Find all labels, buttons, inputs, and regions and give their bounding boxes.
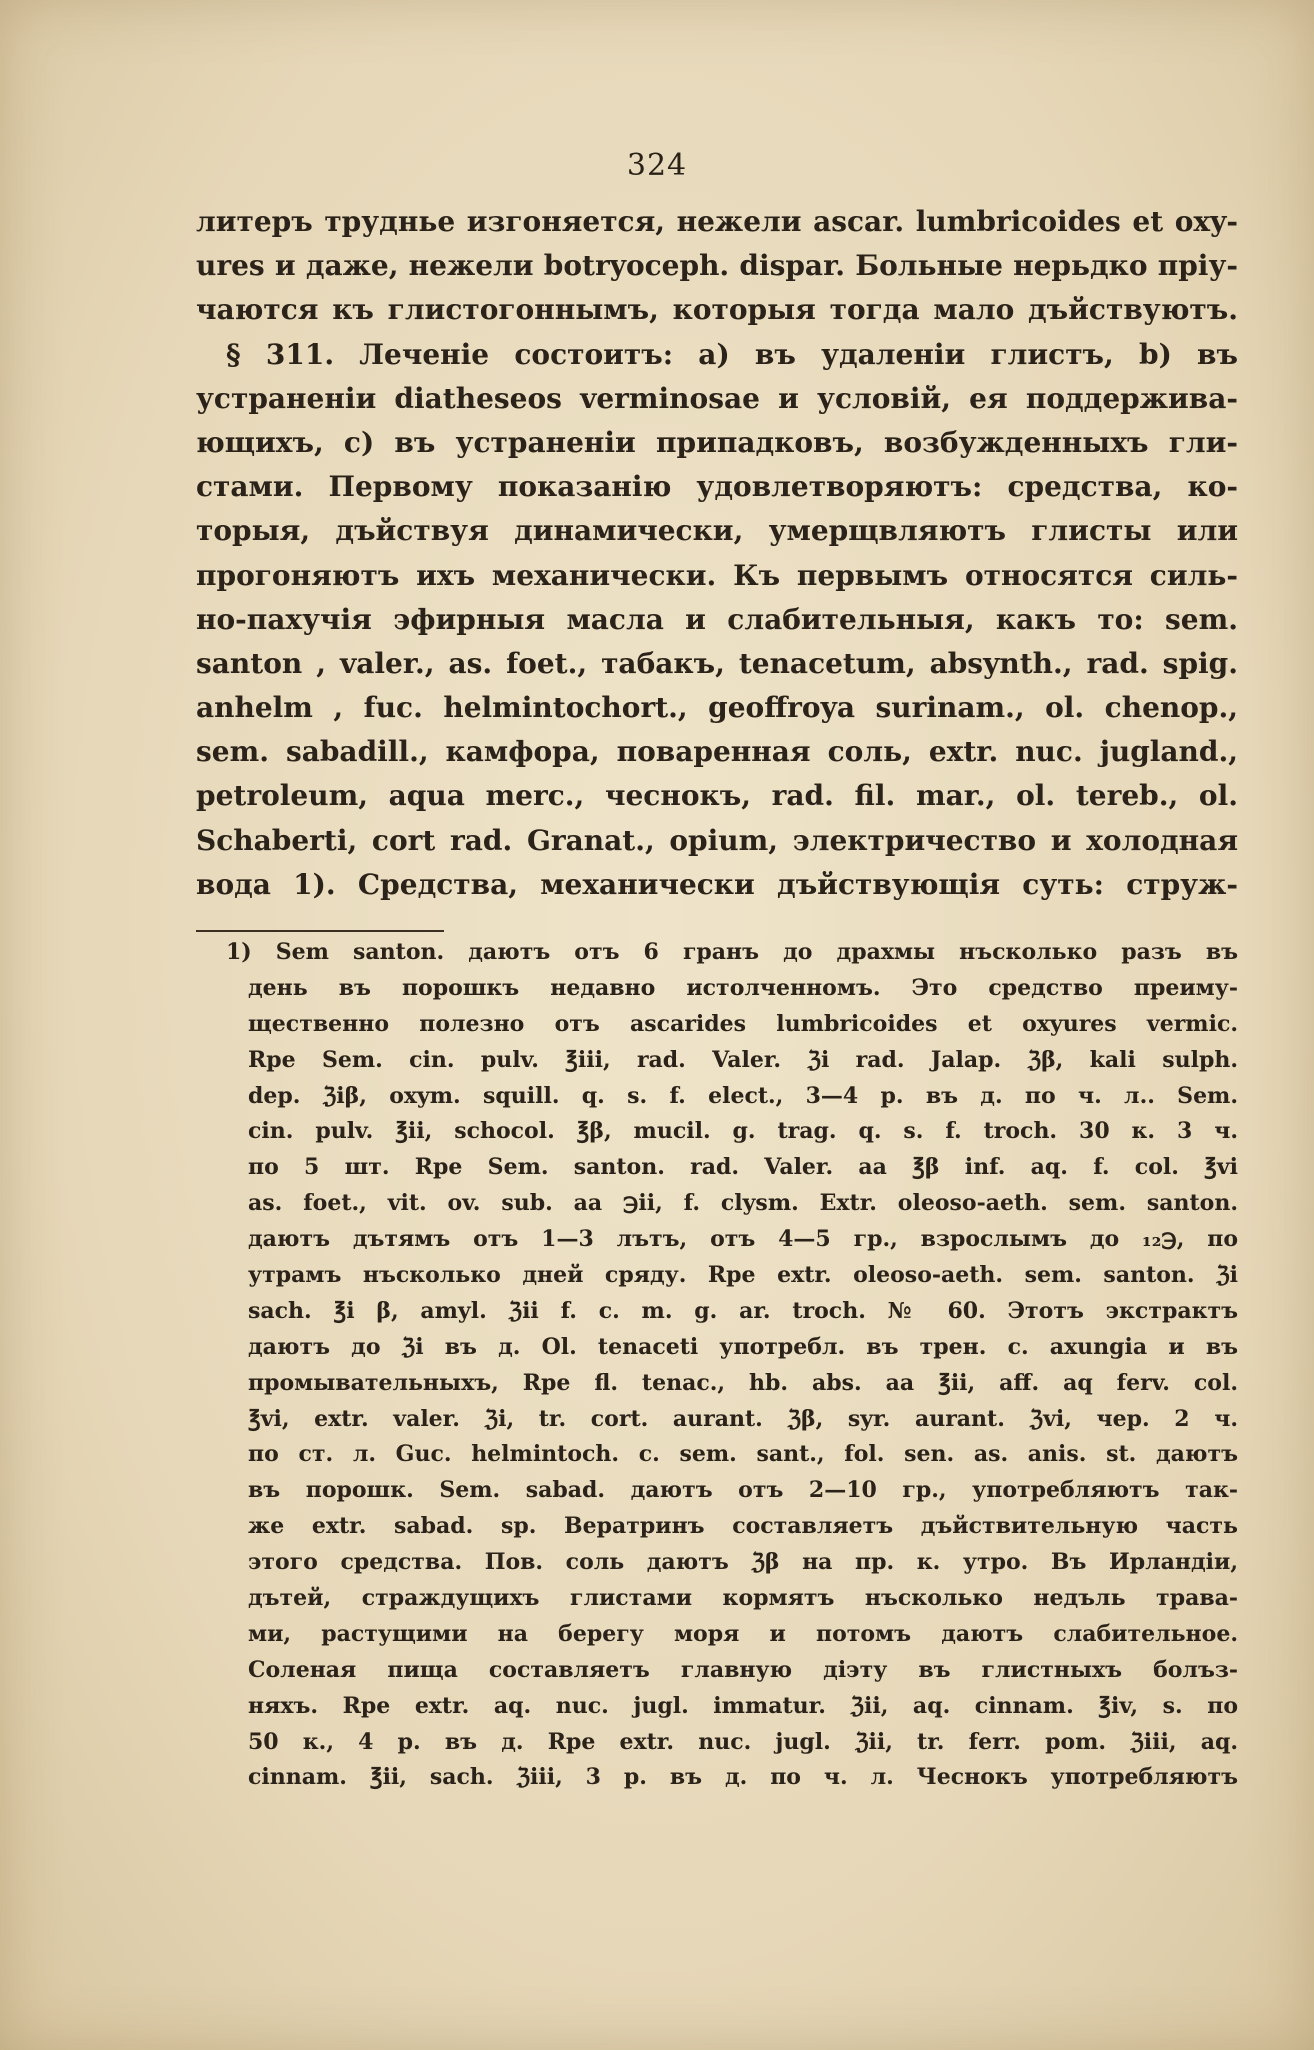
text-line: ющихъ, c) въ устраненiи припадковъ, возбужденныхъ гли- xyxy=(196,425,1238,459)
footnote-line: cinnam. ℥ii, sach. ℨiii, 3 р. въ д. по ч. л. Чеснокъ употребляютъ xyxy=(248,1764,1238,1791)
footnote-line: даютъ до ℨi въ д. Ol. tenaceti употребл. въ трен. с. axungia и въ xyxy=(248,1333,1238,1360)
footnote-line: же extr. sabad. sp. Вератринъ составляетъ дъйствительную часть xyxy=(248,1513,1238,1540)
footnote-line: дътей, страждущихъ глистами кормятъ нъсколько недъль трава- xyxy=(248,1585,1238,1612)
footnote-line: день въ порошкъ недавно истолченномъ. Это средство преиму- xyxy=(248,974,1238,1001)
footnote-line: 50 к., 4 р. въ д. Rpe extr. nuc. jugl. ℨii, tr. ferr. pom. ℨiii, aq. xyxy=(248,1728,1238,1755)
footnote-line: промывательныхъ, Rpe fl. tenac., hb. abs. aa ℥ii, aff. aq ferv. col. xyxy=(248,1369,1238,1396)
text-line: прогоняютъ ихъ механически. Къ первымъ относятся силь- xyxy=(196,558,1238,592)
footnote-line: въ порошк. Sem. sabad. даютъ отъ 2—10 гр., употребляютъ так- xyxy=(248,1477,1238,1504)
footnote-line: няхъ. Rpe extr. aq. nuc. jugl. immatur. ℨii, aq. cinnam. ℥iv, s. по xyxy=(248,1692,1238,1719)
text-line: santon , valer., as. foet., табакъ, tenacetum, absynth., rad. spig. xyxy=(196,646,1238,680)
text-line: но-пахучiя эфирныя масла и слабительныя, какъ то: sem. xyxy=(196,602,1238,636)
text-line: anhelm , fuc. helmintochort., geoffroya surinam., ol. chenop., xyxy=(196,691,1238,725)
text-line: чаются къ глистогоннымъ, которыя тогда мало дъйствуютъ. xyxy=(196,293,1238,327)
footnote-line: по 5 шт. Rpe Sem. santon. rad. Valer. aa ℥β inf. aq. f. col. ℥vi xyxy=(248,1154,1238,1181)
text-line: petroleum, aqua merc., чеснокъ, rad. fil. mar., ol. tereb., ol. xyxy=(196,779,1238,813)
text-line: литеръ труднье изгоняется, нежели ascar. lumbricoides et oxy- xyxy=(196,205,1238,238)
footnote-block xyxy=(226,935,1238,1796)
footnote-line: щественно полезно отъ ascarides lumbricoides et oxyures vermic. xyxy=(248,1010,1238,1037)
footnote-line: этого средства. Пов. соль даютъ ℨβ на пр. к. утро. Въ Ирландiи, xyxy=(248,1549,1238,1576)
footnote-line: ℥vi, extr. valer. ℨi, tr. cort. aurant. ℨβ, syr. aurant. ℨvi, чер. 2 ч. xyxy=(248,1405,1238,1432)
footnote-line: Соленая пища составляетъ главную дiэту въ глистныхъ болъз- xyxy=(248,1656,1238,1683)
text-line: sem. sabadill., камфора, поваренная соль, extr. nuc. jugland., xyxy=(196,735,1238,769)
text-line: устраненiи diatheseos verminosae и условiй, ея поддержива- xyxy=(196,381,1238,415)
footnote-line: sach. ℥i β, amyl. ℨii f. c. m. g. ar. troch. № 60. Этотъ экстрактъ xyxy=(248,1297,1238,1324)
page-number: 324 xyxy=(626,148,688,183)
footnote-line: as. foet., vit. ov. sub. aa ℈ii, f. clysm. Extr. oleoso-aeth. sem. santon. xyxy=(248,1190,1238,1217)
footnote-line: даютъ дътямъ отъ 1—3 лътъ, отъ 4—5 гр., взрослымъ до ₁₂℈, по xyxy=(248,1226,1238,1253)
text-line: вода 1). Средства, механически дъйствующiя суть: струж- xyxy=(196,867,1238,901)
footnote-line: dep. ℨiβ, oxym. squill. q. s. f. elect., 3—4 p. въ д. по ч. л.. Sem. xyxy=(248,1082,1238,1109)
text-line: Schaberti, cort rad. Granat., opium, электричество и холодная xyxy=(196,823,1238,857)
footnote-line: cin. pulv. ℥ii, schocol. ℥β, mucil. g. trag. q. s. f. troch. 30 к. 3 ч. xyxy=(248,1118,1238,1145)
footnote-line: по ст. л. Guc. helmintoch. c. sem. sant., fol. sen. as. anis. st. даютъ xyxy=(248,1441,1238,1468)
footnote-line: утрамъ нъсколько дней сряду. Rpe extr. oleoso-aeth. sem. santon. ℨi xyxy=(248,1262,1238,1289)
text-line: ures и даже, нежели botryoceph. dispar. Больные нерьдко прiу- xyxy=(196,249,1238,283)
text-line: стами. Первому показанiю удовлетворяютъ: средства, ко- xyxy=(196,470,1238,504)
footnote-line: Rpe Sem. cin. pulv. ℥iii, rad. Valer. ℨi rad. Jalap. ℨβ, kali sulph. xyxy=(248,1046,1238,1073)
main-text-block xyxy=(196,200,1238,907)
footnote-line: 1) Sem santon. даютъ отъ 6 гранъ до драхмы нъсколько разъ въ xyxy=(226,939,1238,965)
footnote-line: ми, растущими на берегу моря и потомъ даютъ слабительное. xyxy=(248,1620,1238,1647)
text-line: торыя, дъйствуя динамически, умерщвляютъ глисты или xyxy=(196,514,1238,548)
section-heading-line: § 311. Леченiе состоитъ: a) въ удаленiи глистъ, b) въ xyxy=(226,337,1238,371)
footnote-separator xyxy=(196,930,444,932)
